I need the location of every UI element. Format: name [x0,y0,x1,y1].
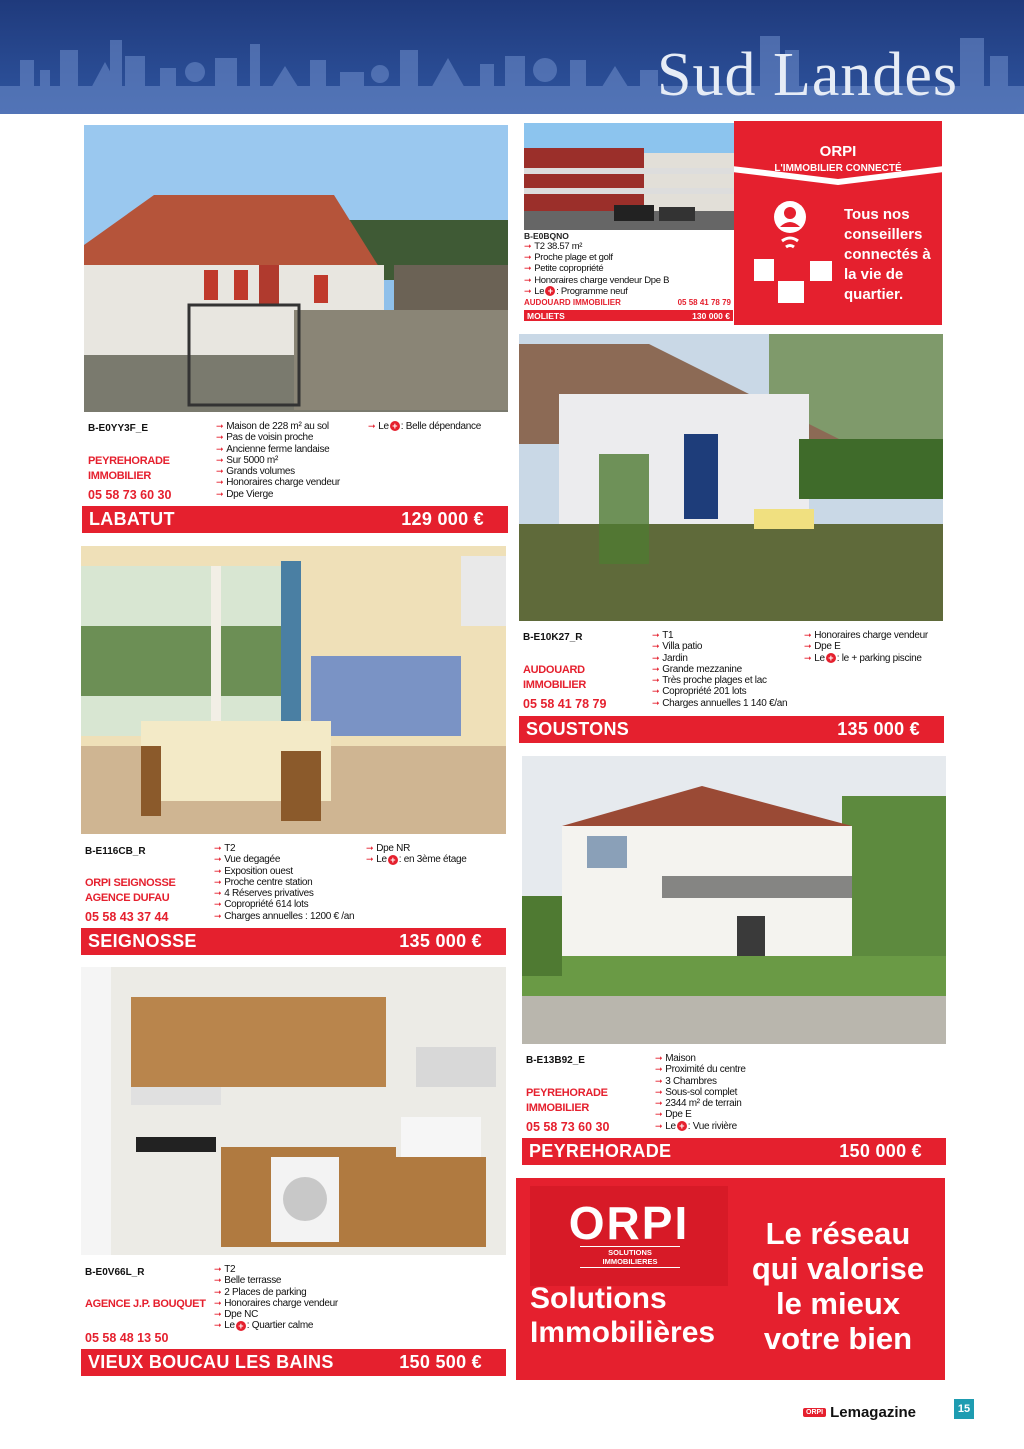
agency-phone[interactable]: 05 58 43 37 44 [85,910,169,924]
orpi-brand: ORPI [819,143,857,160]
region-title: Sud Landes [656,41,958,109]
listing-photo-moliets[interactable] [524,123,734,230]
agency-name: AGENCE J.P. BOUQUET [85,1298,206,1310]
feature-list-2: ➞ Honoraires charge vendeur ➞ Dpe E ➞ Le + : le + parking piscine [804,630,928,664]
plus-icon: + [677,1121,687,1131]
listing-ref: B-E0V66L_R [85,1267,145,1278]
orpi-advertisement[interactable] [516,1178,945,1380]
agency-name: AUDOUARD IMMOBILIER [524,298,621,308]
connected-neighborhood-icon [752,199,842,309]
magazine-brand [803,1404,916,1421]
city-name: VIEUX BOUCAU LES BAINS [88,1352,334,1372]
price-bar-soustons [519,716,944,743]
price: 135 000 € [837,719,920,739]
price-bar-peyrehorade [522,1138,946,1165]
listing-ref: B-E0YY3F_E [88,423,149,434]
agency-phone[interactable]: 05 58 73 60 30 [526,1120,610,1134]
small-listing-details [524,231,734,307]
agency-phone[interactable]: 05 58 73 60 30 [88,488,172,502]
listing-photo-vieux-boucau[interactable] [81,967,506,1255]
city-name: PEYREHORADE [529,1141,672,1161]
price-bar-labatut [82,506,508,533]
farmhouse-photo [84,125,508,412]
price-bar-vieux-boucau [81,1349,506,1376]
ad-slogan: Le réseau qui valorise le mieux votre bien [751,1216,925,1356]
magazine-name: Lemagazine [830,1404,916,1421]
agency-phone: 05 58 41 78 79 [677,298,731,308]
plus-icon: + [388,855,398,865]
living-room-photo [81,546,506,834]
city-name: MOLIETS [527,310,565,321]
listing-photo-peyrehorade[interactable] [522,756,946,1044]
agency-name: ORPI SEIGNOSSE AGENCE DUFAU [85,877,176,904]
feature-list: ➞ T2 38.57 m² ➞ Proche plage et golf ➞ Petite copropriété ➞ Honoraires charge vendeur Dpe B ➞ Le + : Programme neuf [524,241,734,297]
price: 150 500 € [399,1352,482,1372]
house-photo [522,756,946,1044]
feature-plus: ➞ Le + : Belle dépendance [368,421,481,432]
listing-photo-labatut[interactable] [84,125,508,412]
price: 130 000 € [692,310,730,321]
price-bar-seignosse [81,928,506,955]
price: 135 000 € [399,931,482,951]
feature-list: ➞ T2 ➞ Vue degagée ➞ Exposition ouest ➞ Proche centre station ➞ 4 Réserves privatives ➞ Copropriété 614 lots ➞ Charges annuelles : 1200 € /an [214,843,354,922]
kitchen-photo [81,967,506,1255]
listing-ref: B-E116CB_R [85,846,146,857]
listing-ref: B-E13B92_E [526,1055,585,1066]
orpi-subtitle: L'IMMOBILIER CONNECTÉ [774,163,902,174]
feature-list: ➞ T1 ➞ Villa patio ➞ Jardin ➞ Grande mezzanine ➞ Très proche plages et lac ➞ Copropriété 201 lots ➞ Charges annuelles 1 140 €/an [652,630,787,709]
plus-icon: + [826,653,836,663]
feature-list: ➞ Maison ➞ Proximité du centre ➞ 3 Chambres ➞ Sous-sol complet ➞ 2344 m² de terrain ➞ Dpe E ➞ Le + : Vue rivière [655,1053,746,1132]
price-bar-moliets [524,310,733,321]
agency-phone[interactable]: 05 58 41 78 79 [523,697,607,711]
listing-ref: B-E10K27_R [523,632,583,643]
orpi-connected-banner [734,121,942,325]
orpi-tagline: Tous nos conseillers connectés à la vie de quartier. [844,206,931,303]
villa-photo [519,334,943,621]
ad-left-text: Solutions Immobilières [530,1282,716,1349]
page-number: 15 [954,1399,974,1419]
plus-icon: + [390,421,400,431]
apartment-building-photo [524,123,734,230]
price: 150 000 € [839,1141,922,1161]
plus-icon: + [236,1321,246,1331]
plus-icon: + [545,286,555,296]
city-name: SEIGNOSSE [88,931,197,951]
agency-name: PEYREHORADE IMMOBILIER [526,1087,608,1114]
listing-ref: B-E0BQNO [524,231,569,241]
agency-name: PEYREHORADE IMMOBILIER [88,455,170,482]
listing-photo-seignosse[interactable] [81,546,506,834]
listing-photo-soustons[interactable] [519,334,943,621]
city-name: LABATUT [89,509,175,529]
agency-phone[interactable]: 05 58 48 13 50 [85,1331,169,1345]
agency-name: AUDOUARD IMMOBILIER [523,664,586,691]
orpi-badge: ORPI [803,1408,826,1417]
feature-list: ➞ Maison de 228 m² au sol ➞ Pas de voisin proche ➞ Ancienne ferme landaise ➞ Sur 5000 m² ➞ Grands volumes ➞ Honoraires charge vendeur ➞ Dpe Vierge [216,421,340,500]
city-name: SOUSTONS [526,719,630,739]
page-header [0,0,1024,114]
feature-list: ➞ T2 ➞ Belle terrasse ➞ 2 Places de parking ➞ Honoraires charge vendeur ➞ Dpe NC ➞ Le + : Quartier calme [214,1264,338,1332]
orpi-logo: ORPI SOLUTIONS IMMOBILIERES [530,1186,728,1286]
price: 129 000 € [401,509,484,529]
feature-list-2: ➞ Dpe NR ➞ Le + : en 3ème étage [366,843,467,866]
